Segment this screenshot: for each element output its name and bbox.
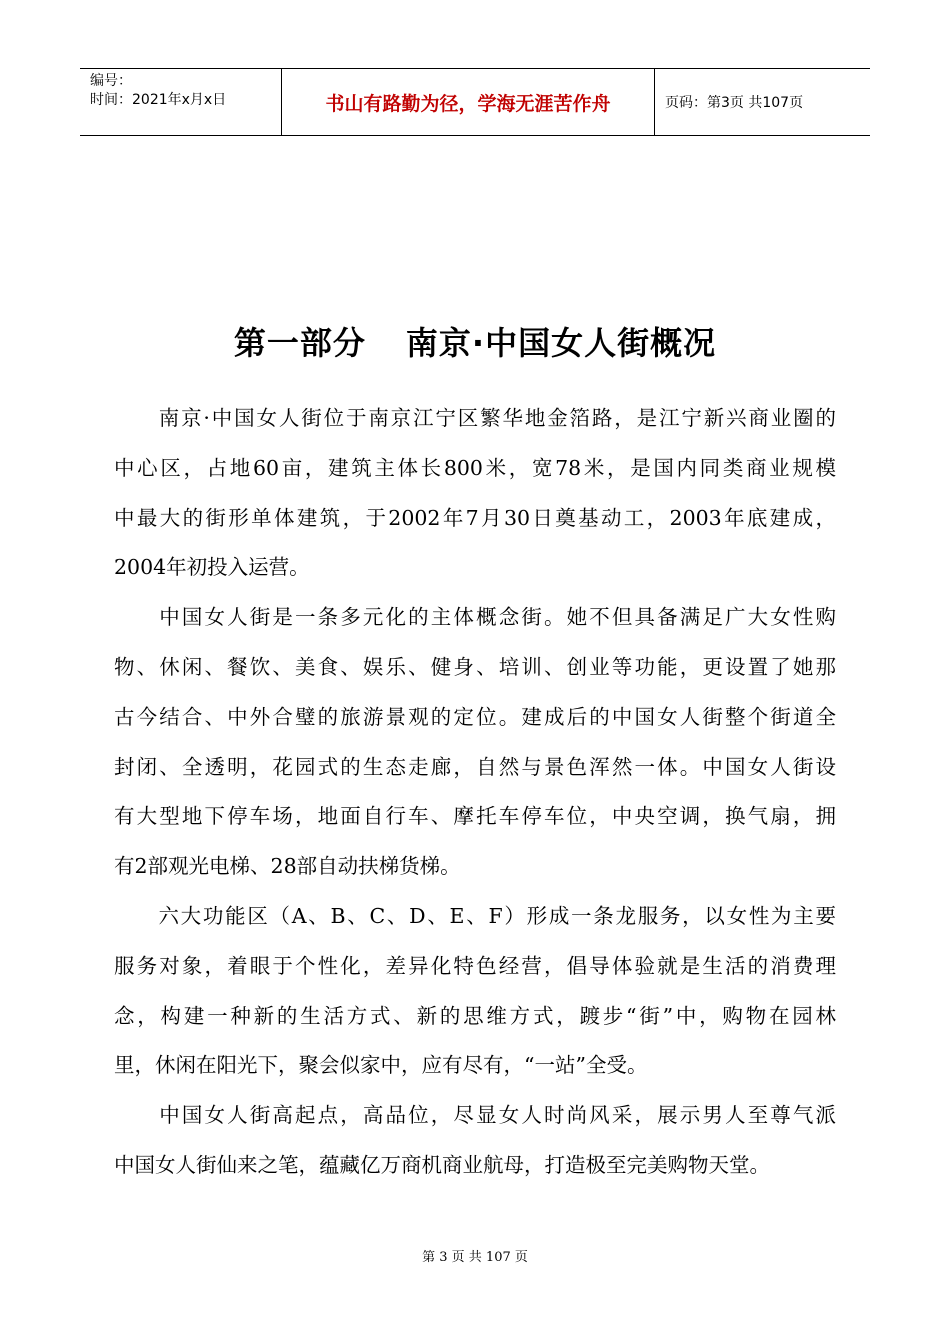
section-title xyxy=(0,318,950,364)
time-label: 时间：2021年x月x日 xyxy=(90,92,227,108)
text-line: 物、休闲、餐饮、美食、娱乐、健身、培训、创业等功能，更设置了她那 xyxy=(114,654,836,679)
text-line: 六大功能区（A、B、C、D、E、F）形成一条龙服务，以女性为主要 xyxy=(114,903,836,928)
text-line: 中心区，占地60亩，建筑主体长800米，宽78米，是国内同类商业规模 xyxy=(114,455,836,480)
text-line: 里，休闲在阳光下，聚会似家中，应有尽有，“一站”全受。 xyxy=(114,1053,648,1078)
paragraph-3 xyxy=(114,892,836,1091)
page-header xyxy=(80,68,870,136)
paragraph-2 xyxy=(114,593,836,892)
text-line: 中最大的街形单体建筑，于2002年7月30日奠基动工，2003年底建成， xyxy=(114,505,836,530)
header-motto: 书山有路勤为径，学海无涯苦作舟 xyxy=(282,69,655,135)
header-page-info: 页码：第3页 共107页 xyxy=(665,95,804,111)
text-line: 有2部观光电梯、28部自动扶梯货梯。 xyxy=(114,854,461,879)
text-line: 中国女人街是一条多元化的主体概念街。她不但具备满足广大女性购 xyxy=(114,605,836,630)
text-line: 有大型地下停车场，地面自行车、摩托车停车位，中央空调，换气扇，拥 xyxy=(114,804,836,829)
text-line: 2004年初投入运营。 xyxy=(114,555,310,580)
text-line: 中国女人街高起点，高品位，尽显女人时尚风采，展示男人至尊气派 xyxy=(114,1103,836,1128)
text-line: 封闭、全透明，花园式的生态走廊，自然与景色浑然一体。中国女人街设 xyxy=(114,754,836,779)
text-line: 念，构建一种新的生活方式、新的思维方式，踱步“街”中，购物在园林 xyxy=(114,1003,836,1028)
text-line: 古今结合、中外合璧的旅游景观的定位。建成后的中国女人街整个街道全 xyxy=(114,704,836,729)
text-line: 南京·中国女人街位于南京江宁区繁华地金箔路，是江宁新兴商业圈的 xyxy=(114,406,836,430)
page-footer: 第 3 页 共 107 页 xyxy=(422,1250,528,1265)
text-line: 服务对象，着眼于个性化，差异化特色经营，倡导体验就是生活的消费理 xyxy=(114,953,836,978)
text-line: 中国女人街仙来之笔，蕴藏亿万商机商业航母，打造极至完美购物天堂。 xyxy=(114,1152,770,1177)
number-label: 编号： xyxy=(90,73,132,89)
paragraph-1 xyxy=(114,394,836,593)
paragraph-4 xyxy=(114,1091,836,1191)
header-meta xyxy=(80,69,282,135)
section-name: 南京·中国女人街概况 xyxy=(405,324,717,362)
section-part: 第一部分 xyxy=(233,324,366,362)
document-body xyxy=(114,394,836,1191)
